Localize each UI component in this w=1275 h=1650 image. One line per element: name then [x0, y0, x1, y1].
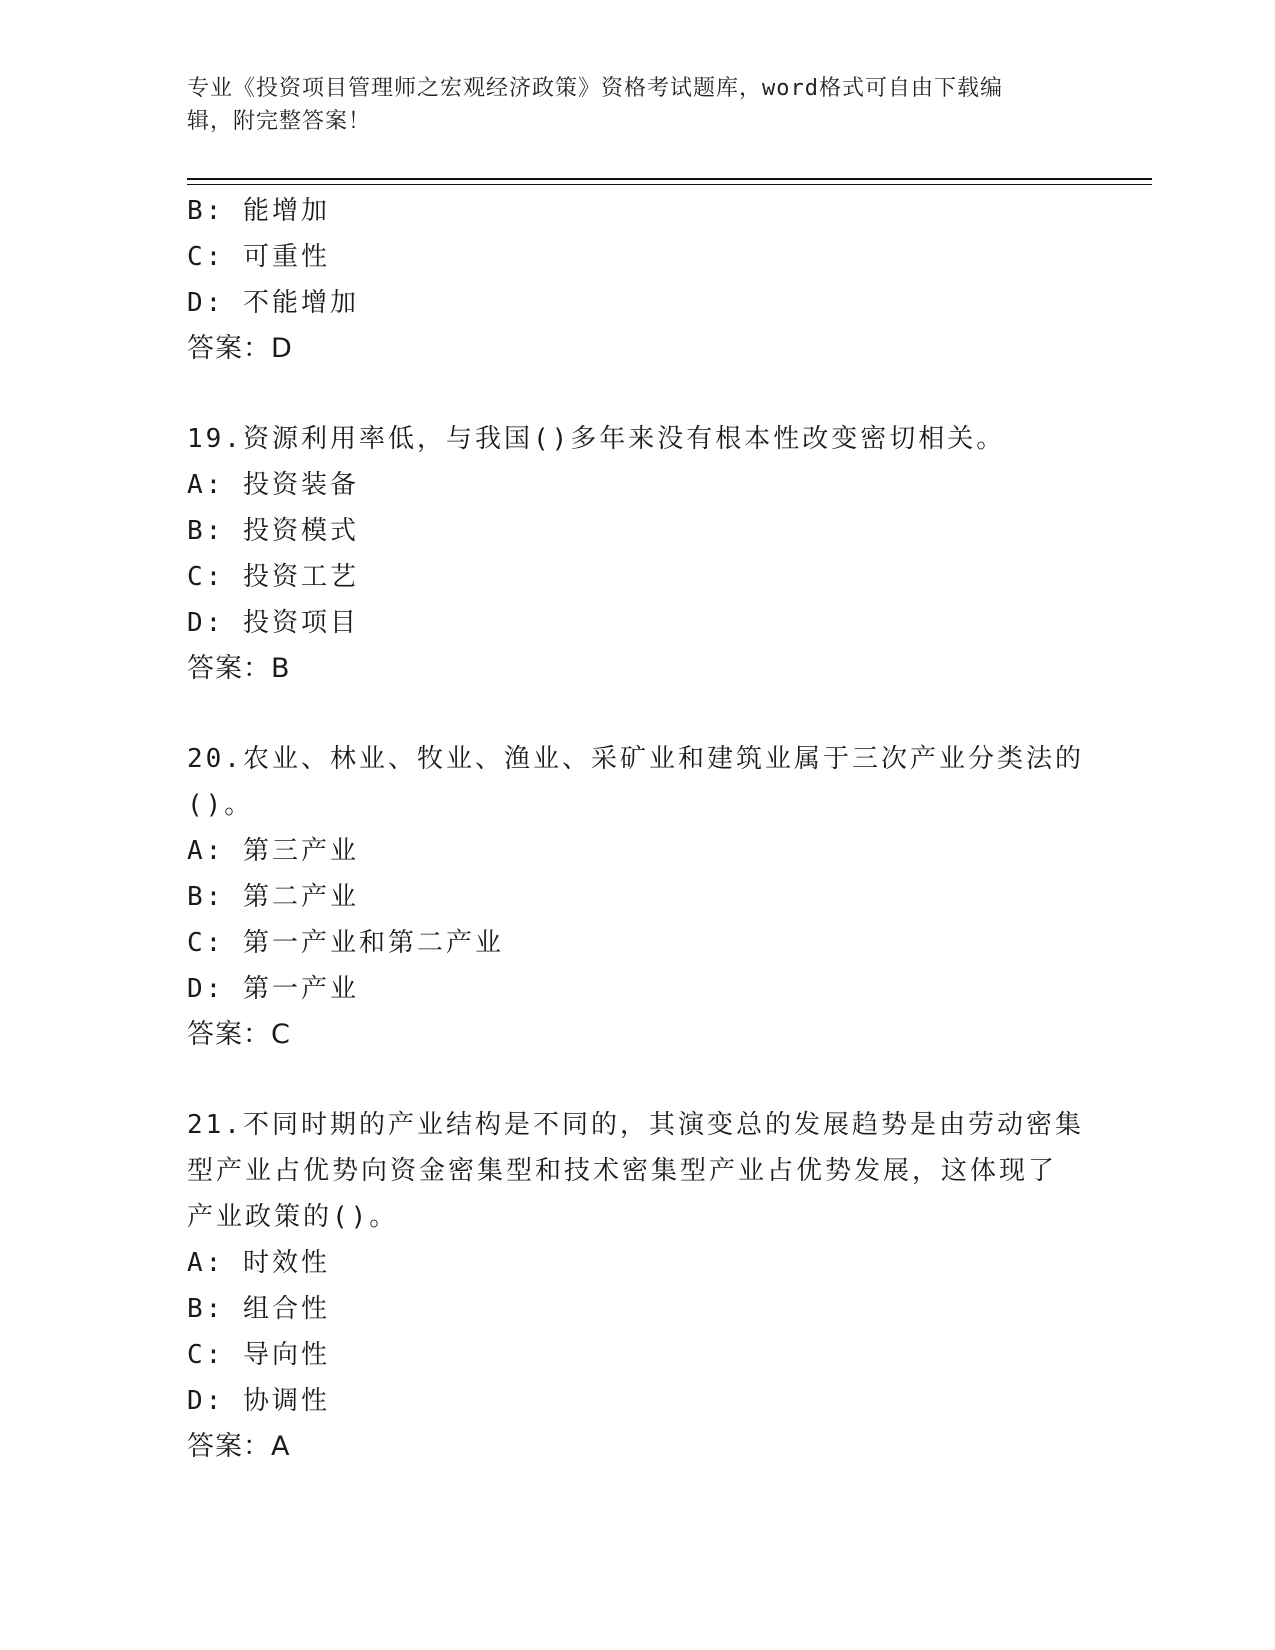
option-b: B: 组合性 [187, 1294, 330, 1324]
option-c: C: 可重性 [187, 242, 330, 272]
option-a: A: 投资装备 [187, 470, 359, 500]
question-text-line-2: 型产业占优势向资金密集型和技术密集型产业占优势发展，这体现了 [187, 1156, 1058, 1186]
answer-line: 答案：A [187, 1431, 291, 1462]
document-header [187, 72, 1067, 138]
header-line-2: 辑，附完整答案！ [187, 109, 372, 134]
option-b: B: 第二产业 [187, 882, 359, 912]
option-b: B: 投资模式 [187, 516, 359, 546]
answer-line: 答案：C [187, 1019, 291, 1050]
answer-line: 答案：D [187, 333, 293, 364]
answer-line: 答案：B [187, 653, 291, 684]
option-c: C: 投资工艺 [187, 562, 359, 592]
option-d: D: 第一产业 [187, 974, 359, 1004]
option-c: C: 导向性 [187, 1340, 330, 1370]
question-18-continued [187, 188, 1087, 372]
question-text-line-1: 21.不同时期的产业结构是不同的，其演变总的发展趋势是由劳动密集 [187, 1110, 1084, 1140]
question-text-line-3: 产业政策的()。 [187, 1202, 399, 1232]
option-d: D: 不能增加 [187, 288, 359, 318]
option-d: D: 协调性 [187, 1386, 330, 1416]
option-a: A: 时效性 [187, 1248, 330, 1278]
question-21 [187, 1102, 1087, 1470]
option-b: B: 能增加 [187, 196, 330, 226]
question-list [187, 188, 1087, 1470]
question-20 [187, 736, 1087, 1058]
option-c: C: 第一产业和第二产业 [187, 928, 504, 958]
question-19 [187, 416, 1087, 692]
question-text-line-2: ()。 [187, 790, 254, 820]
header-divider-thick [187, 178, 1152, 180]
question-text-line-1: 20.农业、林业、牧业、渔业、采矿业和建筑业属于三次产业分类法的 [187, 744, 1084, 774]
header-divider-thin [187, 184, 1152, 185]
question-text: 19.资源利用率低，与我国()多年来没有根本性改变密切相关。 [187, 424, 1006, 454]
header-line-1: 专业《投资项目管理师之宏观经济政策》资格考试题库，word格式可自由下载编 [187, 76, 1003, 101]
option-a: A: 第三产业 [187, 836, 359, 866]
option-d: D: 投资项目 [187, 608, 359, 638]
